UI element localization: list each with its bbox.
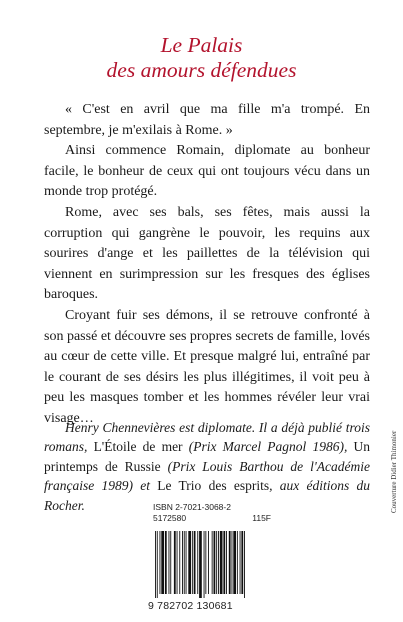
barcode-bar	[194, 531, 196, 594]
barcode-bar	[214, 531, 216, 594]
barcode-bar	[170, 531, 171, 594]
isbn-row	[153, 513, 271, 524]
barcode-bar	[184, 531, 185, 594]
book-title	[0, 33, 403, 83]
barcode-bar	[192, 531, 193, 594]
bio-book-2: Un printemps de Russie	[44, 439, 371, 474]
author-bio	[44, 418, 370, 515]
bio-book-1: L'Étoile de mer	[93, 439, 183, 455]
barcode	[153, 531, 271, 598]
barcode-bar	[155, 531, 156, 598]
bio-text-2: (Prix Marcel Pagnol 1986),	[182, 439, 354, 455]
barcode-bar	[226, 531, 227, 594]
blurb-paragraph-4: Croyant fuir ses démons, il se retrouve confronté à son passé et découvre ses propres secrets de famille, lovés au cœur de cette ville. Et presque malgré lui, entraîné par le courant de ses désirs les plus illégitimes, il voit peu à peu les masques tomber et les hommes révéler leur vrai visage…	[44, 307, 370, 426]
barcode-bar	[169, 531, 170, 594]
blurb-paragraph-2: Ainsi commence Romain, diplomate au bonheur facile, le bonheur de ceux qui ont toujours vécu dans un monde trop protégé.	[44, 143, 370, 200]
barcode-bar	[205, 531, 206, 594]
barcode-bar	[186, 531, 187, 594]
barcode-bar	[204, 531, 205, 598]
barcode-bar	[229, 531, 231, 594]
barcode-bar	[240, 531, 241, 594]
cover-credit: Couverture Didier Thimonier	[390, 430, 398, 513]
barcode-digits: 9 782702 130681	[148, 600, 233, 612]
price: 115F	[252, 513, 271, 523]
barcode-bar	[244, 531, 245, 598]
barcode-bar	[241, 531, 243, 594]
barcode-bar	[233, 531, 236, 594]
barcode-bar	[199, 531, 202, 598]
barcode-bar	[216, 531, 217, 594]
title-line-1: Le Palais	[160, 33, 243, 57]
bio-book-3: Le Trio des esprits	[157, 478, 270, 494]
barcode-bar	[160, 531, 161, 594]
isbn-block	[153, 502, 271, 524]
blurb-paragraph-1: « C'est en avril que ma fille m'a trompé. En septembre, je m'exilais à Rome. »	[44, 102, 370, 138]
barcode-bar	[179, 531, 180, 594]
bio-text-4: , aux éditions du Rocher.	[44, 478, 370, 513]
barcode-bar	[188, 531, 191, 594]
barcode-bar	[165, 531, 167, 594]
barcode-bar	[237, 531, 238, 594]
barcode-bar	[220, 531, 223, 594]
blurb	[44, 100, 370, 430]
blurb-paragraph-3: Rome, avec ses bals, ses fêtes, mais aussi la corruption qui gangrène le pouvoir, les requins aux sourires d'ange et les paillettes de la télévision qui viennent en surimpression sur les fresques des églises baroques.	[44, 204, 370, 303]
barcode-bar	[197, 531, 198, 594]
bio-text-3: (Prix Louis Barthou de l'Académie française 1989) et	[44, 458, 370, 494]
bio-text-1: Henry Chennevières est diplomate. Il a déjà publié trois romans,	[44, 420, 370, 455]
barcode-bar	[157, 531, 158, 598]
title-line-2: des amours défendues	[106, 58, 297, 82]
barcode-bar	[177, 531, 178, 594]
barcode-bar	[208, 531, 209, 594]
barcode-bar	[212, 531, 213, 594]
barcode-bar	[182, 531, 183, 594]
isbn-number: ISBN 2-7021-3068-2	[153, 502, 231, 512]
barcode-bar	[174, 531, 176, 594]
isbn-code: 5172580	[153, 513, 187, 523]
barcode-bar	[223, 531, 225, 594]
barcode-bar	[218, 531, 219, 594]
barcode-bar	[161, 531, 164, 594]
barcode-bar	[232, 531, 233, 594]
